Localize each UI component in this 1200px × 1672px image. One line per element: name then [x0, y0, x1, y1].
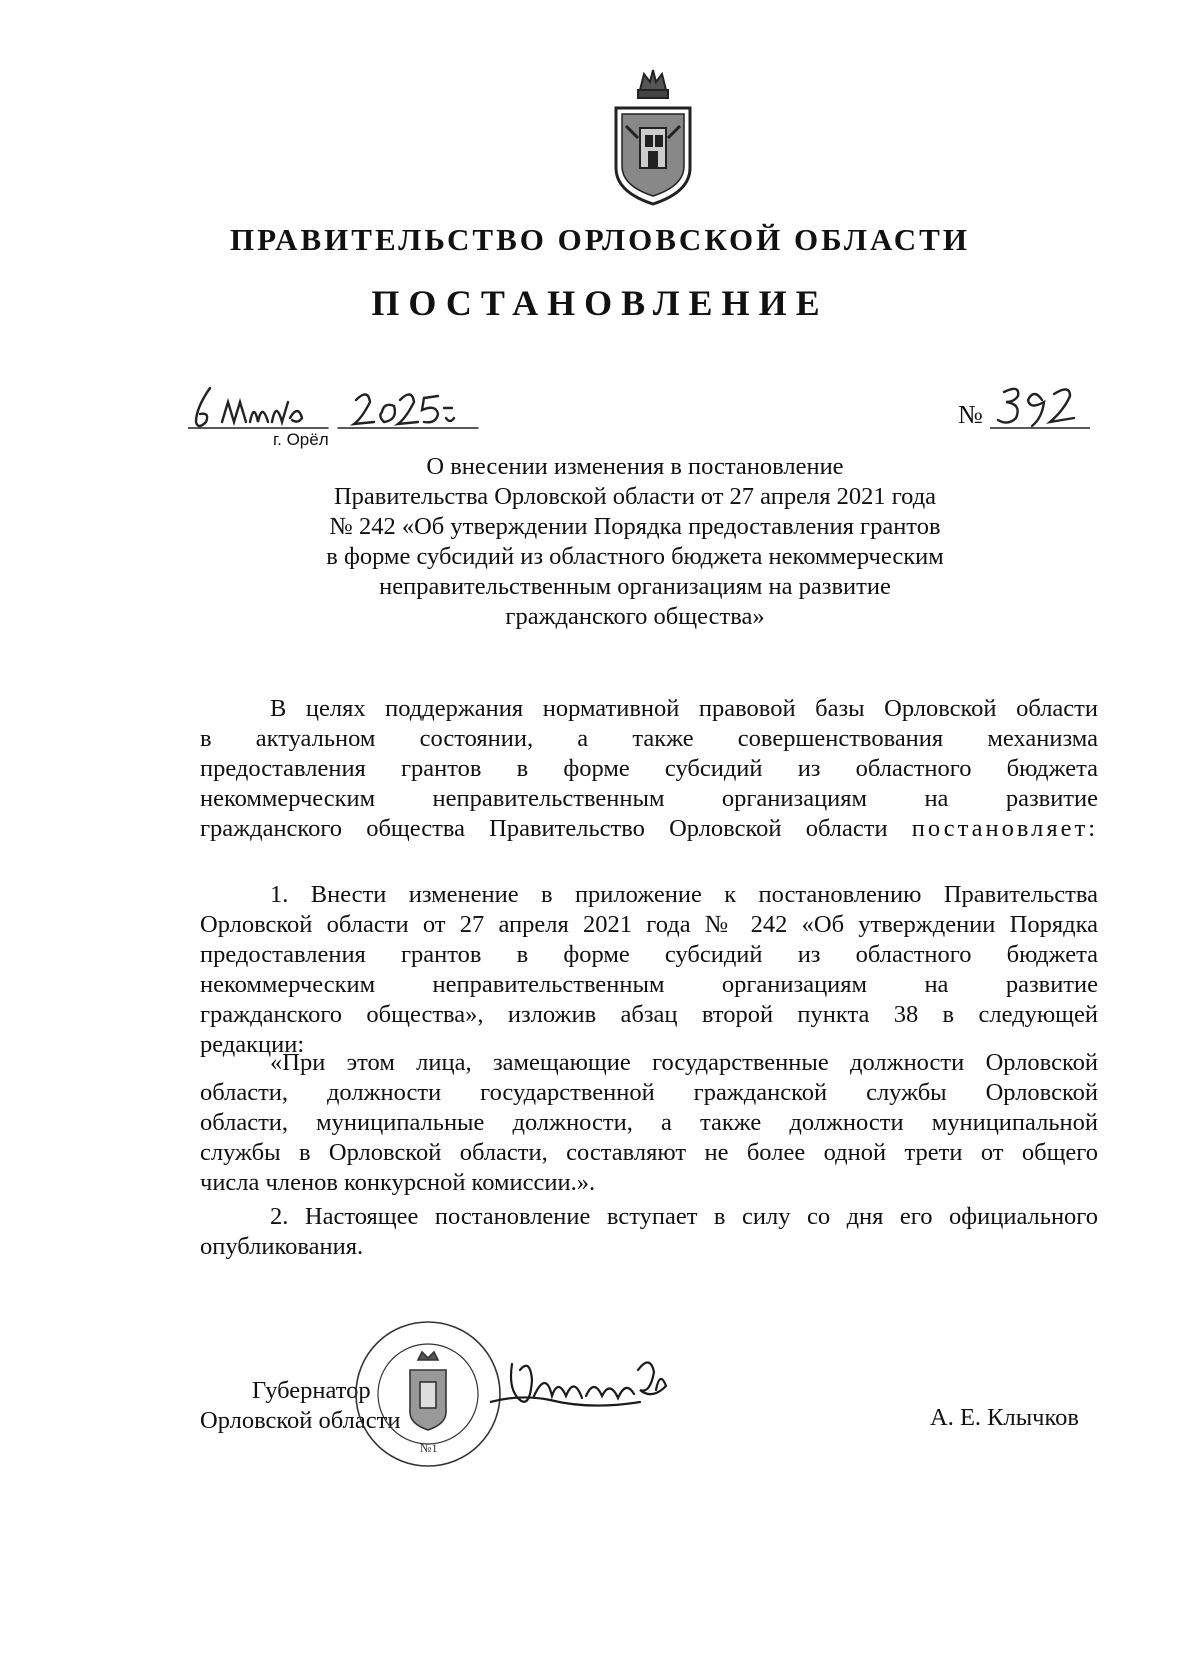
preamble-paragraph [200, 694, 1098, 844]
item-1-line: Орловской области от 27 апреля 2021 года № 242 «Об утверждении Порядка [200, 911, 1098, 938]
preamble-line: некоммерческим неправительственным организациям на развитие [200, 785, 1098, 812]
item-2-paragraph [200, 1202, 1098, 1262]
preamble-line: предоставления грантов в форме субсидий из областного бюджета [200, 755, 1098, 782]
item-2-line: 2. Настоящее постановление вступает в силу со дня его официального [270, 1203, 1098, 1230]
city-label: г. Орёл [273, 430, 329, 449]
official-seal-stamp [352, 1318, 504, 1470]
item-1-line: 1. Внести изменение в приложение к постановлению Правительства [270, 881, 1098, 908]
preamble-line: гражданского общества Правительство Орловской области [200, 815, 888, 842]
item-1-line: предоставления грантов в форме субсидий из областного бюджета [200, 941, 1098, 968]
signatory-title-line: Орловской области [200, 1407, 401, 1434]
title-line: О внесении изменения в постановление [426, 453, 844, 480]
preamble-keyword: постановляет: [911, 815, 1099, 842]
number-sign: № [958, 400, 983, 429]
quote-line: области, должности государственной гражданской службы Орловской [200, 1079, 1098, 1106]
title-line: № 242 «Об утверждении Порядка предоставления грантов [329, 513, 941, 540]
document-title [270, 452, 1000, 632]
signatory-name: А. Е. Клычков [930, 1404, 1079, 1431]
quote-line: числа членов конкурсной комиссии.». [200, 1169, 596, 1196]
item-1-line: некоммерческим неправительственным организациям на развитие [200, 971, 1098, 998]
title-line: Правительства Орловской области от 27 апреля 2021 года [333, 483, 937, 510]
quoted-paragraph [200, 1048, 1098, 1198]
item-1-line: гражданского общества», изложив абзац второй пункта 38 в следующей [200, 1001, 1098, 1028]
item-1-paragraph [200, 880, 1098, 1060]
document-type-header: ПОСТАНОВЛЕНИЕ [371, 283, 829, 323]
preamble-last-line [200, 814, 1098, 844]
title-line: гражданского общества» [505, 603, 765, 630]
handwritten-date [188, 378, 488, 438]
preamble-line: в актуальном состоянии, а также совершенствования механизма [200, 725, 1098, 752]
handwritten-number [990, 378, 1090, 438]
quote-line: «При этом лица, замещающие государственные должности Орловской [270, 1049, 1098, 1076]
signatory-title-line: Губернатор [252, 1377, 371, 1404]
preamble-line: В целях поддержания нормативной правовой базы Орловской области [270, 695, 1098, 722]
handwritten-signature [490, 1350, 700, 1440]
quote-line: области, муниципальные должности, а также должности муниципальной [200, 1109, 1098, 1136]
item-1-line: редакции: [200, 1031, 305, 1058]
title-line: неправительственным организациям на развитие [379, 573, 891, 600]
item-2-line: опубликования. [200, 1233, 364, 1260]
title-line: в форме субсидий из областного бюджета некоммерческим [326, 543, 944, 570]
seal-number: №1 [420, 1441, 438, 1455]
organization-header: ПРАВИТЕЛЬСТВО ОРЛОВСКОЙ ОБЛАСТИ [230, 222, 970, 257]
coat-of-arms-emblem [610, 68, 696, 208]
quote-line: службы в Орловской области, составляют не более одной трети от общего [200, 1139, 1098, 1166]
